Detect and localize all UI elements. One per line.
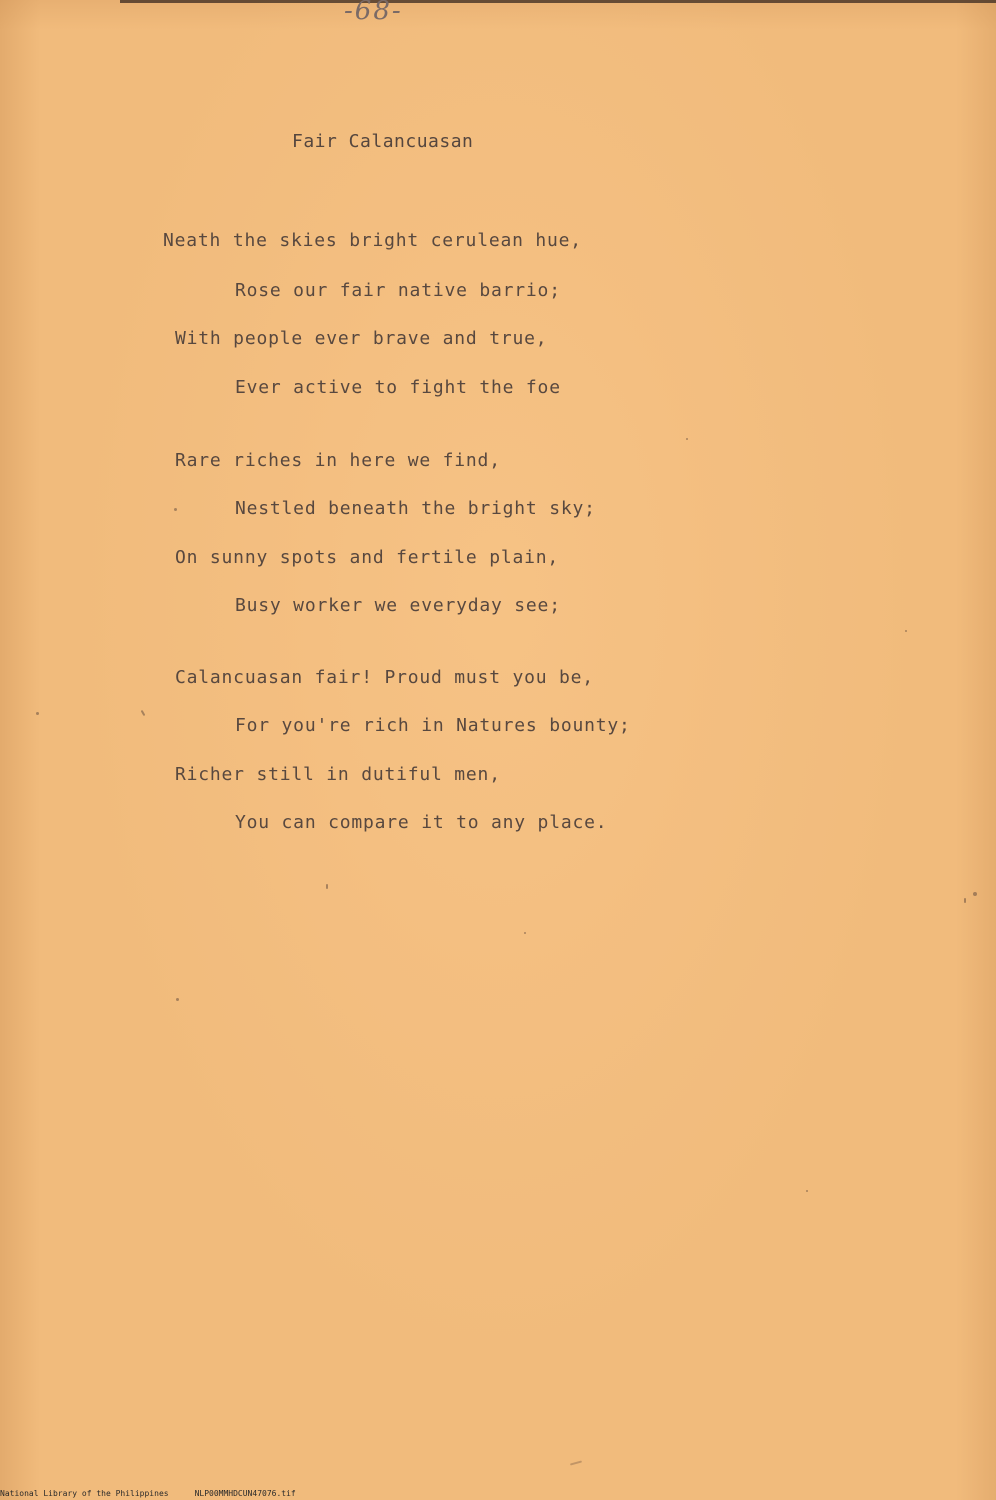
archive-footer <box>0 1489 296 1498</box>
handwritten-page-number: -68- <box>344 0 403 26</box>
poem-line: On sunny spots and fertile plain, <box>175 547 560 568</box>
poem-line: Neath the skies bright cerulean hue, <box>163 230 582 251</box>
poem-line: Nestled beneath the bright sky; <box>235 498 596 519</box>
poem-line: With people ever brave and true, <box>175 328 548 349</box>
poem-line: Calancuasan fair! Proud must you be, <box>175 667 594 688</box>
poem-title: Fair Calancuasan <box>292 131 474 152</box>
poem-line: Rare riches in here we find, <box>175 450 501 471</box>
footer-library: National Library of the Philippines <box>0 1489 169 1498</box>
poem-line: Richer still in dutiful men, <box>175 764 501 785</box>
top-edge-line <box>120 0 996 3</box>
poem-line: For you're rich in Natures bounty; <box>235 715 631 736</box>
poem-line: You can compare it to any place. <box>235 812 608 833</box>
poem-line: Rose our fair native barrio; <box>235 280 561 301</box>
poem-line: Ever active to fight the foe <box>235 377 561 398</box>
poem-line: Busy worker we everyday see; <box>235 595 561 616</box>
footer-filename: NLP00MMHDCUN47076.tif <box>194 1489 296 1498</box>
